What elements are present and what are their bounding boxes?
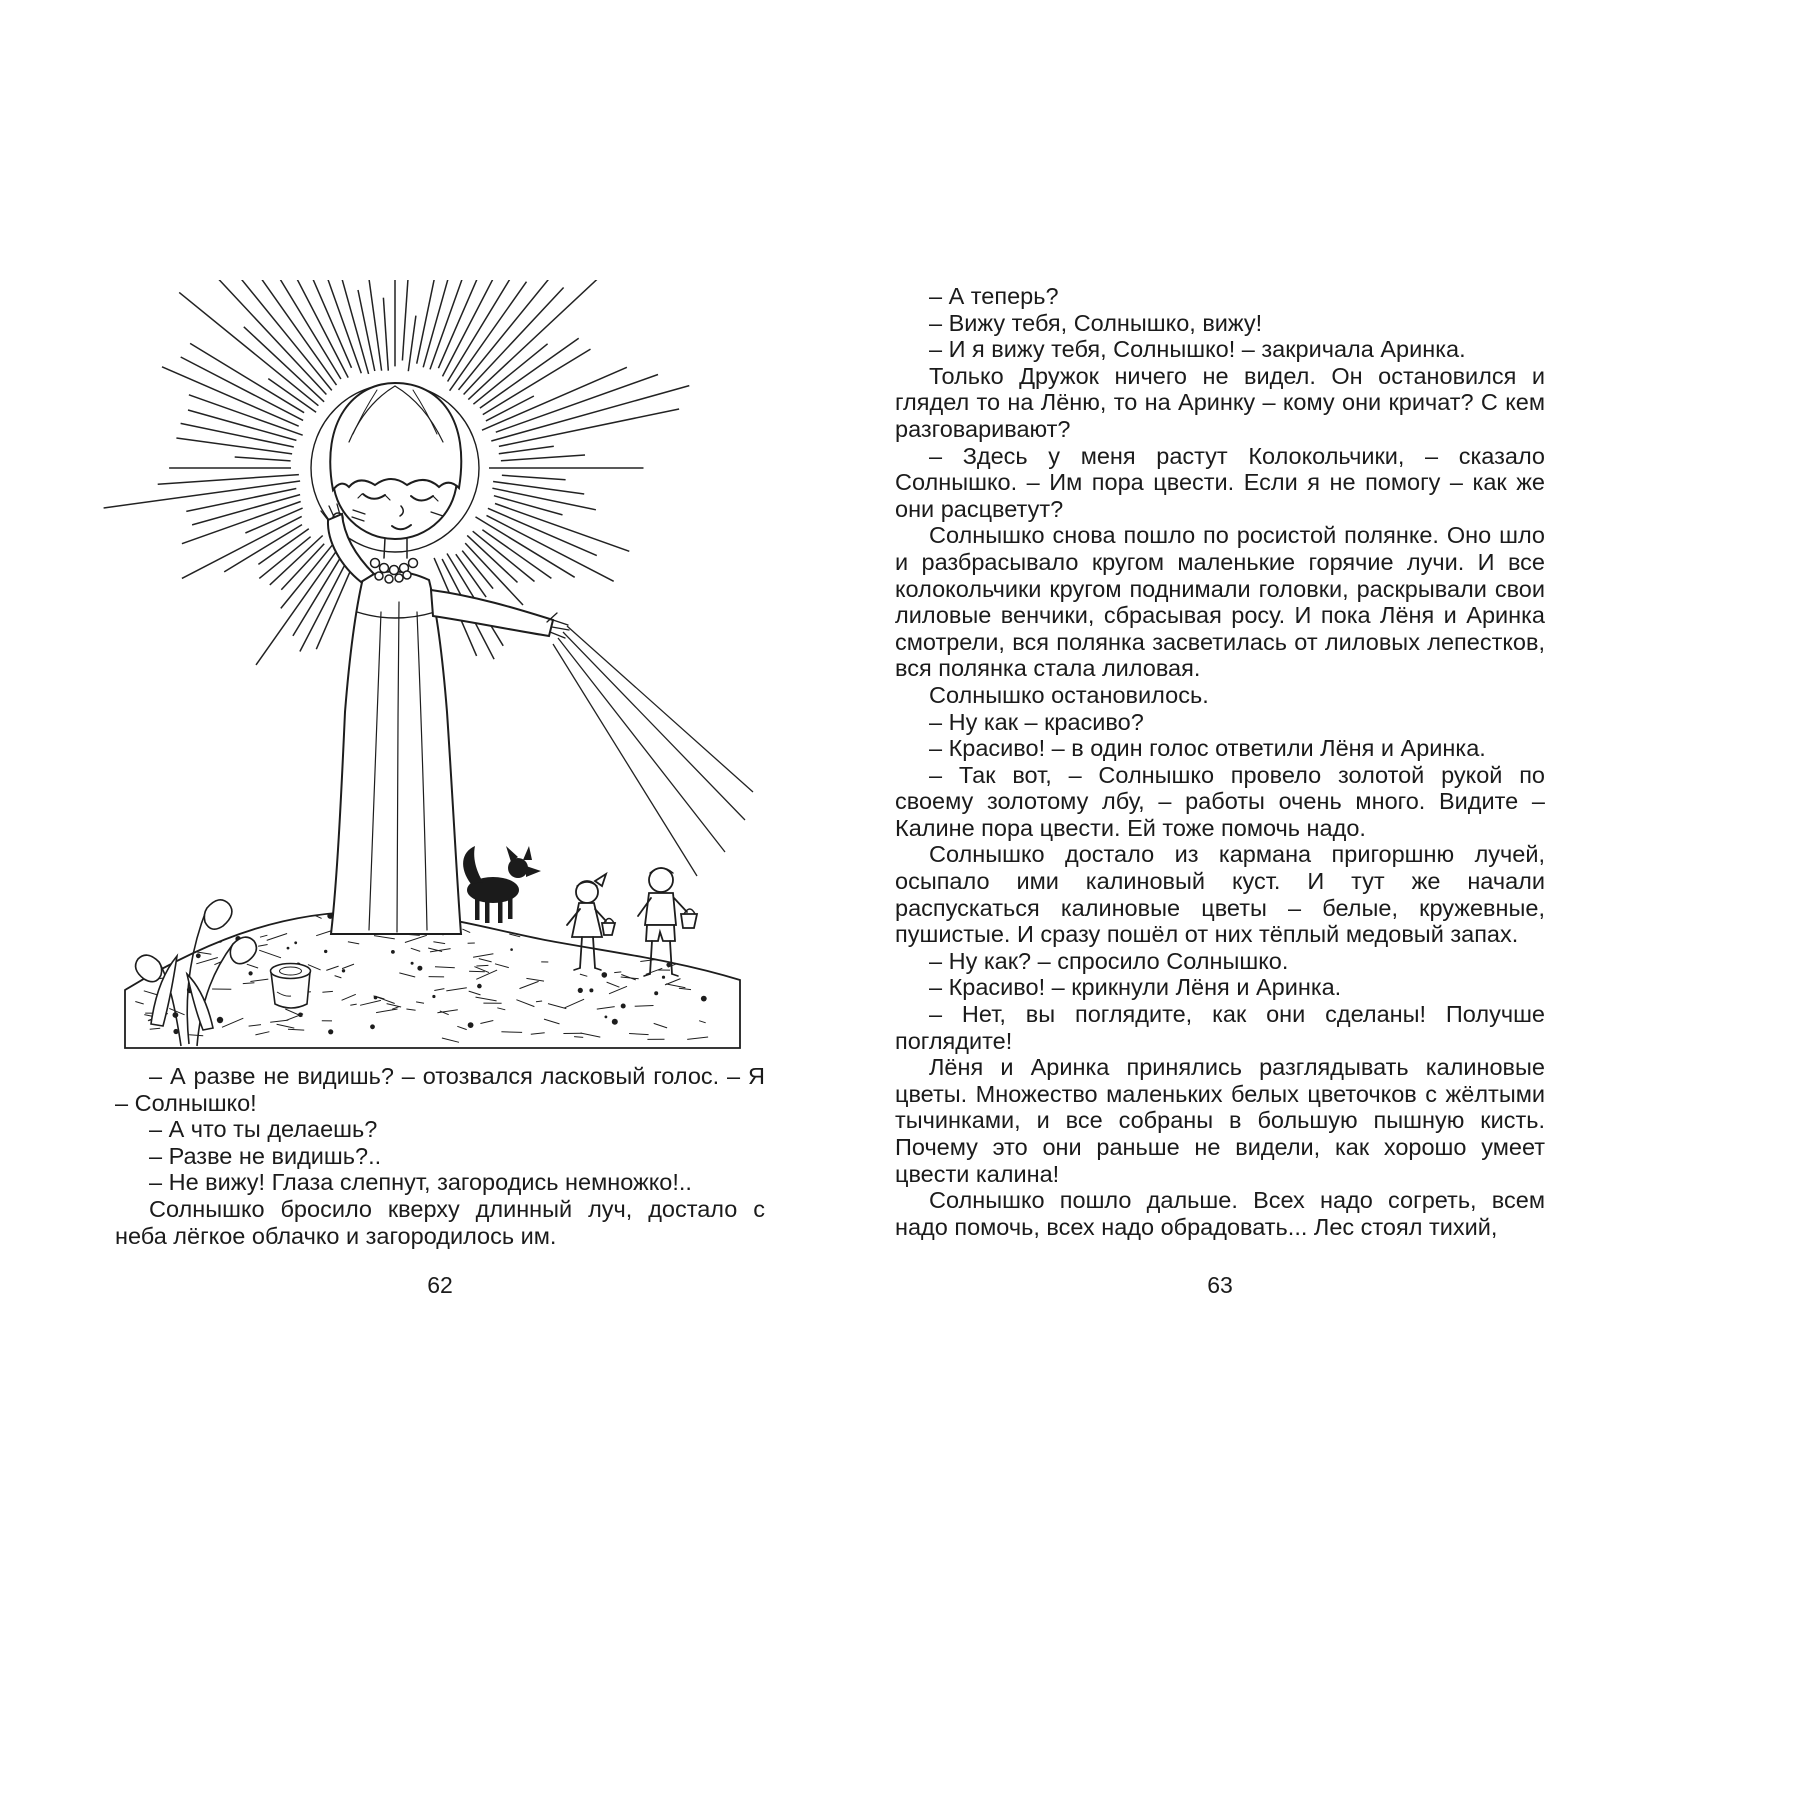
basket <box>681 914 697 928</box>
paragraph: Только Дружок ничего не видел. Он остановился и глядел то на Лёню, то на Аринку – кому они кричат? С кем разговаривают? <box>895 362 1545 442</box>
paragraph: – Здесь у меня растут Колокольчики, – сказало Солнышко. – Им пора цвести. Если я не помогу – как же они расцветут? <box>895 442 1545 522</box>
basket <box>602 923 615 935</box>
paragraph: – Разве не видишь?.. <box>149 1142 382 1169</box>
paragraph: – А что ты делаешь? <box>149 1116 378 1143</box>
sun-girl-figure <box>311 383 569 934</box>
right-page-text <box>895 283 1545 1240</box>
paragraph: – И я вижу тебя, Солнышко! – закричала Аринка. <box>929 336 1466 363</box>
dog-figure <box>463 846 541 923</box>
paragraph: – Так вот, – Солнышко провело золотой рукой по своему золотому лбу, – работы очень много. Видите – Калине пора цвести. Ей тоже помочь надо. <box>895 761 1545 841</box>
sun-girl-illustration <box>95 280 755 1050</box>
paragraph: – А разве не видишь? – отозвался ласковый голос. – Я – Солнышко! <box>115 1063 765 1116</box>
light-beam-icon <box>553 626 753 876</box>
arm-extended <box>431 590 553 636</box>
paragraph: – А теперь? <box>929 283 1059 309</box>
illustration <box>95 280 755 1050</box>
left-page-text <box>115 1063 765 1249</box>
paragraph: Лёня и Аринка принялись разглядывать калиновые цветы. Множество маленьких белых цветочков с жёлтыми тычинками, и все собраны в большую пышную кисть. Почему это они раньше не видели, как хорошо умеет цвести калина! <box>895 1054 1545 1187</box>
paragraph: – Красиво! – в один голос ответили Лёня и Аринка. <box>929 735 1486 762</box>
paragraph: – Ну как – красиво? <box>929 708 1144 735</box>
page-number-right: 63 <box>1207 1272 1233 1298</box>
paragraph: Солнышко снова пошло по росистой полянке. Оно шло и разбрасывало кругом маленькие горячие лучи. И все колокольчики кругом поднимали головки, раскрывали свои лиловые венчики, сбрасывая росу. И пока Лёня и Аринка смотрели, вся полянка засветилась от лиловых лепестков, вся полянка стала лиловая. <box>895 522 1545 682</box>
page-number-left: 62 <box>427 1272 453 1298</box>
hair-bow <box>595 874 606 886</box>
paragraph: – Красиво! – крикнули Лёня и Аринка. <box>929 974 1342 1001</box>
paragraph: Солнышко остановилось. <box>929 681 1209 708</box>
hair <box>330 383 461 490</box>
paragraph: – Не вижу! Глаза слепнут, загородись немножко!.. <box>149 1169 692 1196</box>
paragraph: Солнышко достало из кармана пригоршню лучей, осыпало ими калиновый куст. И тут же начали распускаться калиновые цветы – белые, кружевные, пушистые. И сразу пошёл от них тёплый медовый запах. <box>895 841 1545 948</box>
paragraph: Солнышко бросило кверху длинный луч, достало с неба лёгкое облачко и загородилось им. <box>115 1195 765 1249</box>
paragraph: Солнышко пошло дальше. Всех надо согреть, всем надо помочь, всех надо обрадовать... Лес стоял тихий, <box>895 1187 1545 1240</box>
paragraph: – Вижу тебя, Солнышко, вижу! <box>929 309 1263 336</box>
paragraph: – Нет, вы поглядите, как они сделаны! Получше поглядите! <box>895 1001 1545 1054</box>
tree-stump <box>271 964 311 1009</box>
paragraph: – Ну как? – спросило Солнышко. <box>929 947 1289 974</box>
